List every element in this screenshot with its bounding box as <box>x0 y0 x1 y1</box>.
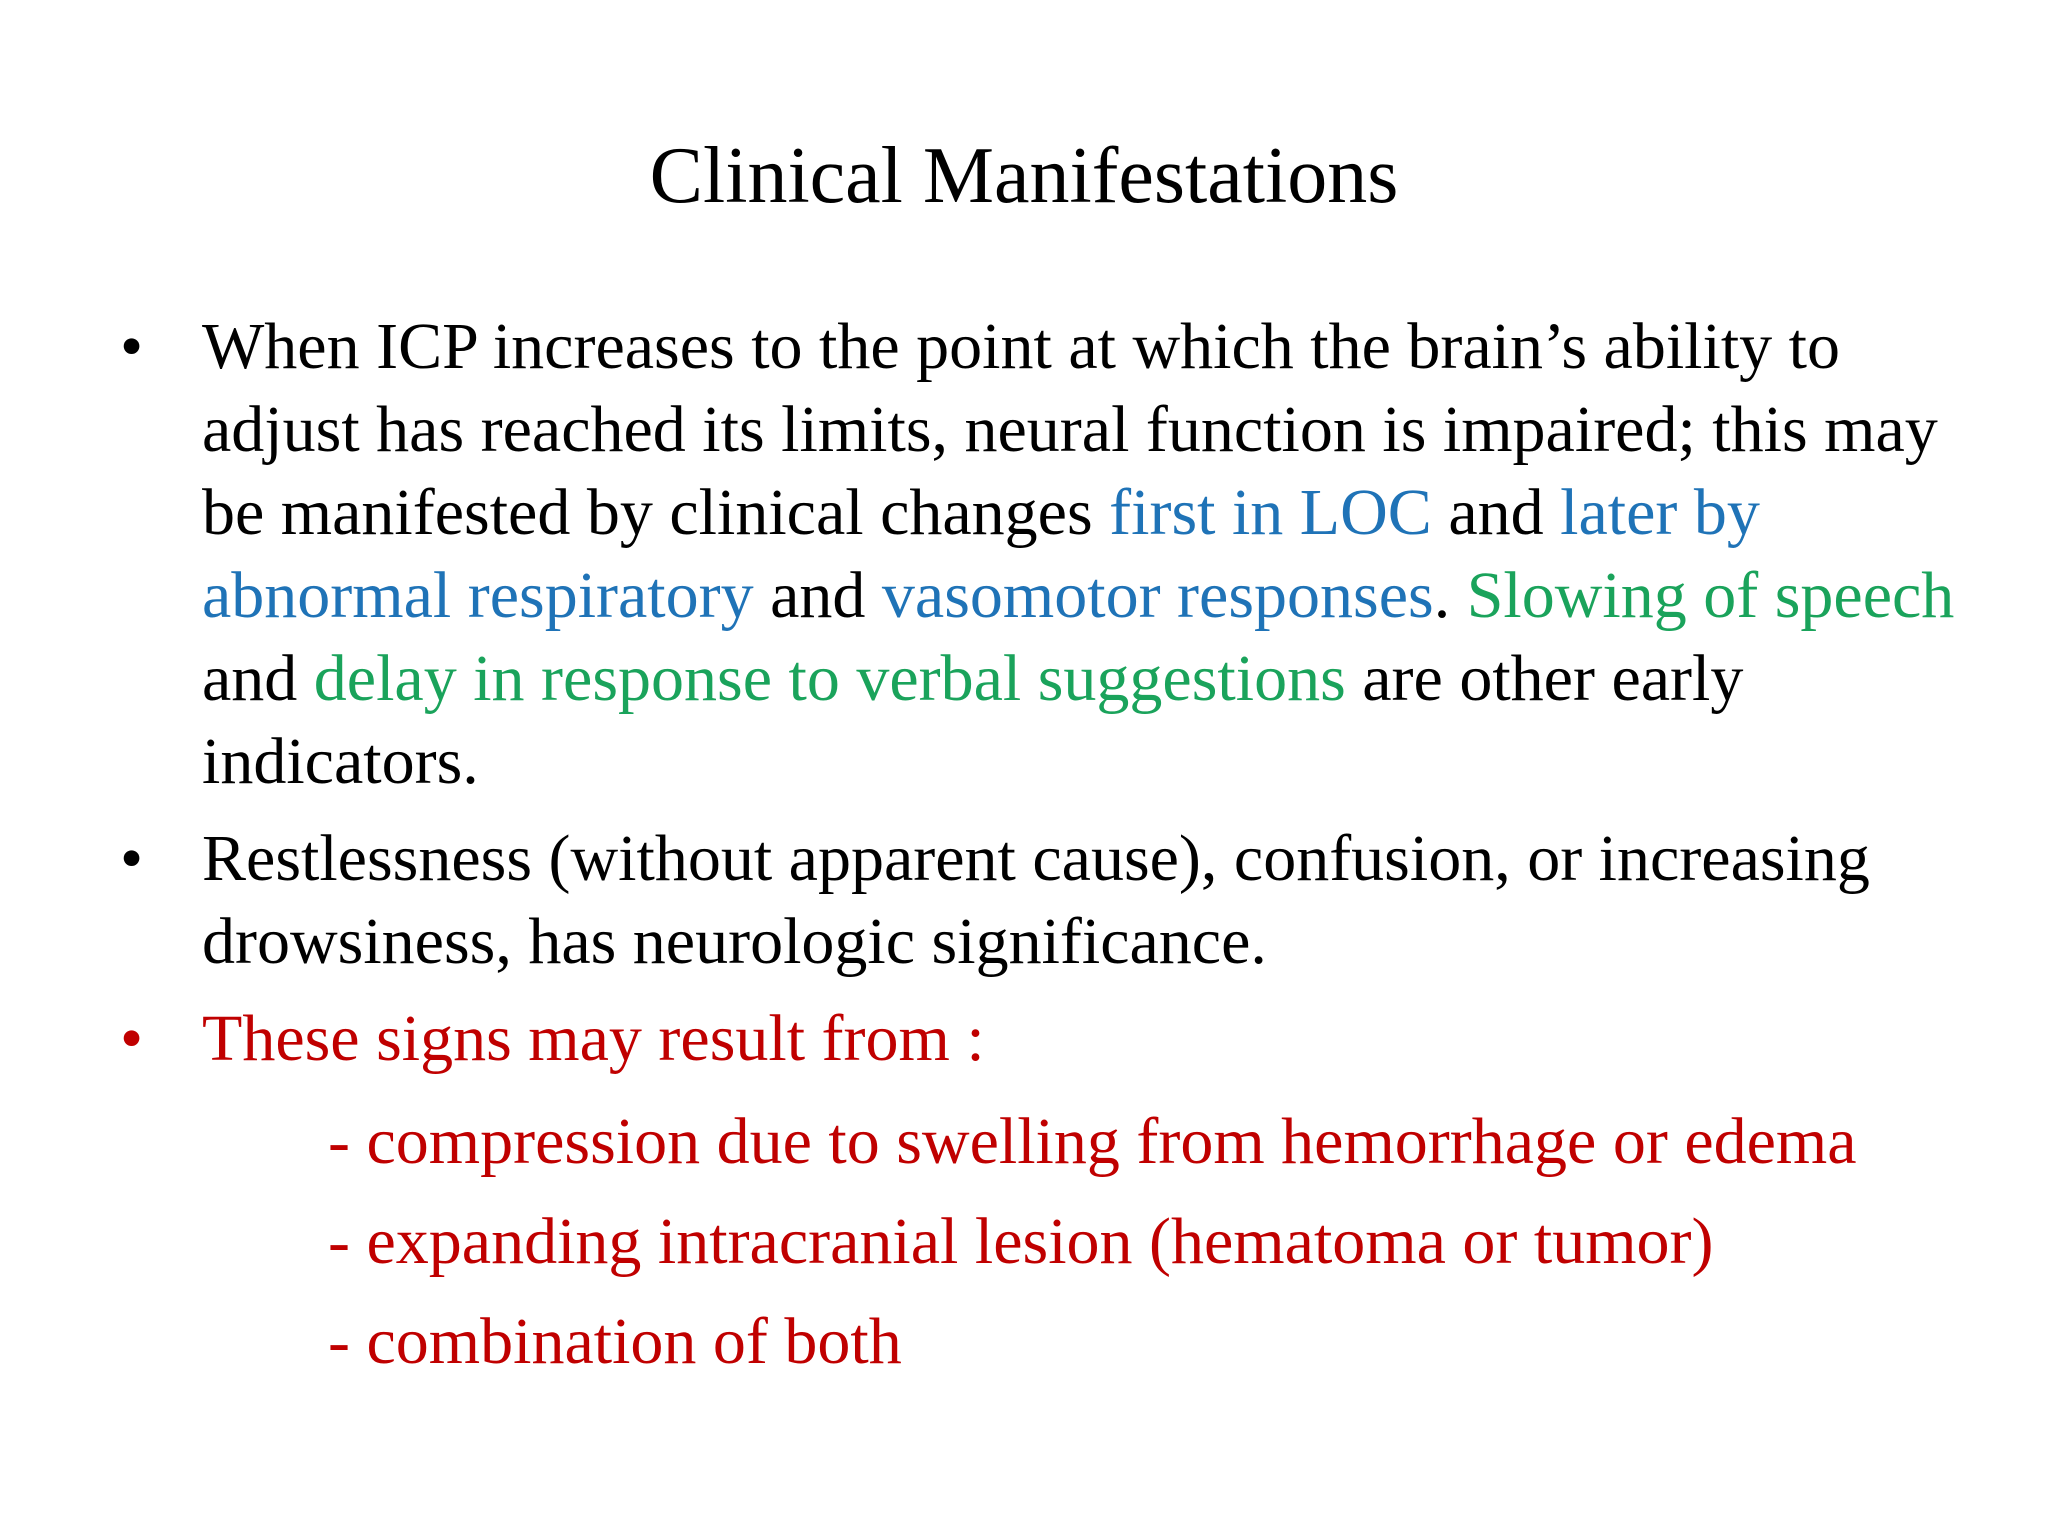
bullet-marker: • <box>120 1002 144 1075</box>
highlight-verbal-delay: delay in response to verbal suggestions <box>313 642 1346 715</box>
bullet-marker: • <box>120 310 144 383</box>
bullet-item-icp <box>120 305 1980 803</box>
bullet-text-segment: . <box>1433 559 1467 632</box>
cause-item: - combination of both <box>328 1305 902 1378</box>
cause-item: - expanding intracranial lesion (hematoma or tumor) <box>328 1205 1714 1278</box>
slide-title: Clinical Manifestations <box>649 132 1399 220</box>
bullet-list <box>120 305 1980 1094</box>
cause-item: - compression due to swelling from hemorrhage or edema <box>328 1105 1857 1178</box>
highlight-respiratory: later by abnormal respiratory <box>202 476 1760 632</box>
bullet-text-segment: When ICP increases to the point at which the brain’s ability to adjust has reached its limits, neural function is impaired; this may be manifested by clinical changes <box>202 310 1938 549</box>
bullet-text-segment: and <box>1431 476 1561 549</box>
bullet-text-segment: Restlessness (without apparent cause), confusion, or increasing drowsiness, has neurologic significance. <box>202 822 1870 978</box>
bullet-marker: • <box>120 822 144 895</box>
cause-list <box>328 1092 1857 1392</box>
highlight-speech: Slowing of speech <box>1466 559 1955 632</box>
bullet-text-segment: are other early indicators. <box>202 642 1744 798</box>
highlight-vasomotor: vasomotor responses <box>881 559 1434 632</box>
bullet-text-segment: and <box>202 642 314 715</box>
bullet-item-signs <box>120 997 1980 1080</box>
bullet-item-restlessness <box>120 817 1980 983</box>
bullet-text-segment: and <box>753 559 882 632</box>
highlight-loc: first in LOC <box>1109 476 1432 549</box>
bullet-text-segment: These signs may result from : <box>202 1002 985 1075</box>
